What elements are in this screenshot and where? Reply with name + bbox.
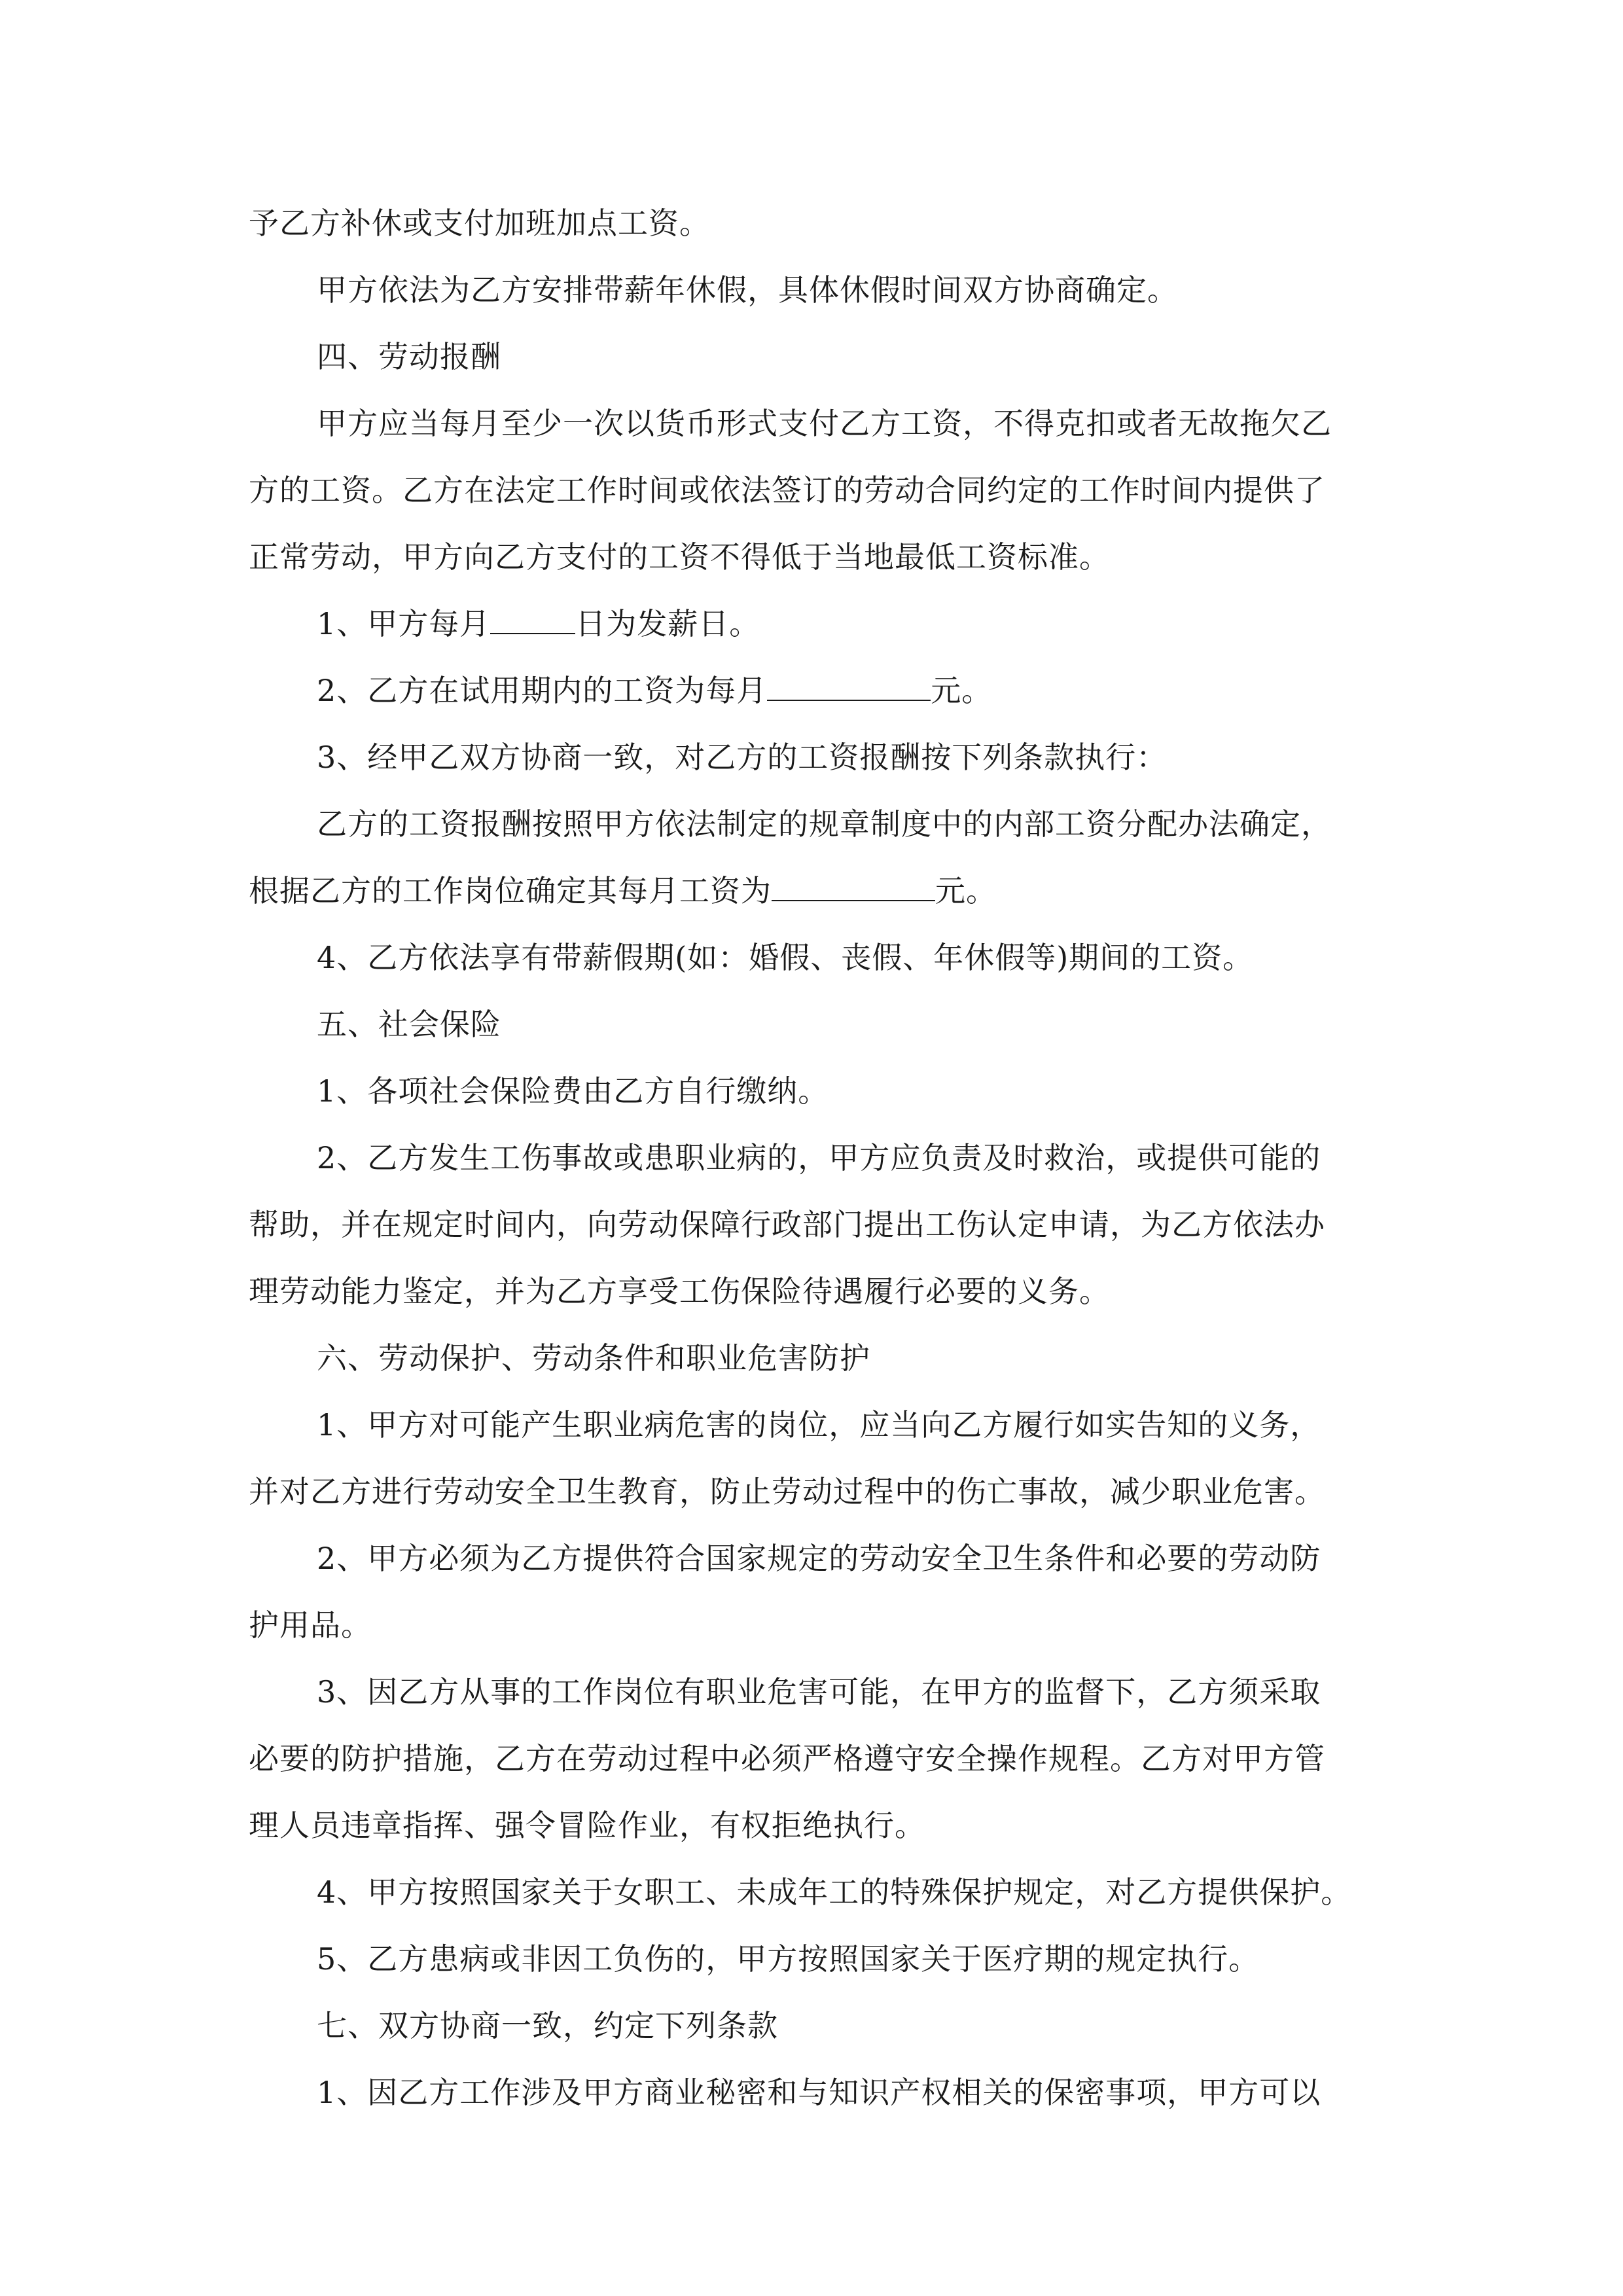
paragraph-line <box>249 1792 1400 1859</box>
paragraph-line <box>249 724 1400 791</box>
line-text: 3、因乙方从事的工作岗位有职业危害可能，在甲方的监督下，乙方须采取 <box>317 1674 1321 1710</box>
line-text: 2、甲方必须为乙方提供符合国家规定的劳动安全卫生条件和必要的劳动防 <box>317 1541 1321 1576</box>
line-text: 五、社会保险 <box>317 1007 501 1042</box>
paragraph-line <box>249 924 1400 991</box>
paragraph-line <box>249 857 1400 924</box>
line-text: 1、甲方每月 <box>317 606 491 641</box>
paragraph-line <box>249 1926 1400 1992</box>
line-text: 甲方依法为乙方安排带薪年休假，具体休假时间双方协商确定。 <box>317 272 1178 308</box>
paragraph-line <box>249 991 1400 1058</box>
line-text: 1、甲方对可能产生职业病危害的岗位，应当向乙方履行如实告知的义务， <box>317 1407 1321 1443</box>
line-text: 1、因乙方工作涉及甲方商业秘密和与知识产权相关的保密事项，甲方可以 <box>317 2075 1321 2110</box>
line-text: 甲方应当每月至少一次以货币形式支付乙方工资，不得克扣或者无故拖欠乙 <box>317 406 1332 441</box>
line-text-after-blank: 元。 <box>935 873 997 908</box>
line-text: 并对乙方进行劳动安全卫生教育，防止劳动过程中的伤亡事故，减少职业危害。 <box>249 1474 1325 1509</box>
paragraph-line <box>249 1058 1400 1124</box>
line-text: 5、乙方患病或非因工负伤的，甲方按照国家关于医疗期的规定执行。 <box>317 1941 1260 1977</box>
fill-in-blank <box>772 875 935 901</box>
fill-in-blank <box>490 608 575 634</box>
paragraph-line <box>249 1258 1400 1325</box>
paragraph-line <box>249 1592 1400 1659</box>
paragraph-line <box>249 390 1400 457</box>
paragraph-line <box>249 1391 1400 1458</box>
line-text: 4、甲方按照国家关于女职工、未成年工的特殊保护规定，对乙方提供保护。 <box>317 1874 1352 1910</box>
paragraph-line <box>249 2059 1400 2126</box>
line-text: 七、双方协商一致，约定下列条款 <box>317 2008 778 2043</box>
document-body <box>249 190 1400 2126</box>
line-text: 护用品。 <box>249 1607 372 1643</box>
line-text: 四、劳动报酬 <box>317 339 501 374</box>
line-text: 予乙方补休或支付加班加点工资。 <box>249 206 710 241</box>
line-text: 正常劳动，甲方向乙方支付的工资不得低于当地最低工资标准。 <box>249 539 1110 575</box>
line-text: 3、经甲乙双方协商一致，对乙方的工资报酬按下列条款执行： <box>317 740 1168 775</box>
paragraph-line <box>249 323 1400 390</box>
line-text: 必要的防护措施，乙方在劳动过程中必须严格遵守安全操作规程。乙方对甲方管 <box>249 1741 1325 1776</box>
paragraph-line <box>249 590 1400 657</box>
line-text: 理人员违章指挥、强令冒险作业，有权拒绝执行。 <box>249 1808 925 1843</box>
paragraph-line <box>249 1992 1400 2059</box>
paragraph-line <box>249 190 1400 257</box>
line-text: 乙方的工资报酬按照甲方依法制定的规章制度中的内部工资分配办法确定， <box>317 806 1332 842</box>
paragraph-line <box>249 1458 1400 1525</box>
paragraph-line <box>249 791 1400 857</box>
paragraph-line <box>249 1525 1400 1592</box>
paragraph-line <box>249 1124 1400 1191</box>
line-text: 4、乙方依法享有带薪假期(如：婚假、丧假、年休假等)期间的工资。 <box>317 940 1254 975</box>
paragraph-line <box>249 257 1400 323</box>
line-text: 2、乙方发生工伤事故或患职业病的，甲方应负责及时救治，或提供可能的 <box>317 1140 1321 1175</box>
paragraph-line <box>249 1325 1400 1391</box>
paragraph-line <box>249 1859 1400 1926</box>
paragraph-line <box>249 1725 1400 1792</box>
line-text: 1、各项社会保险费由乙方自行缴纳。 <box>317 1073 829 1109</box>
line-text: 理劳动能力鉴定，并为乙方享受工伤保险待遇履行必要的义务。 <box>249 1274 1110 1309</box>
paragraph-line <box>249 1659 1400 1725</box>
line-text: 六、劳动保护、劳动条件和职业危害防护 <box>317 1340 870 1376</box>
fill-in-blank <box>767 675 931 701</box>
line-text: 2、乙方在试用期内的工资为每月 <box>317 673 768 708</box>
line-text: 方的工资。乙方在法定工作时间或依法签订的劳动合同约定的工作时间内提供了 <box>249 473 1325 508</box>
line-text-after-blank: 日为发薪日。 <box>575 606 760 641</box>
line-text: 帮助，并在规定时间内，向劳动保障行政部门提出工伤认定申请，为乙方依法办 <box>249 1207 1325 1242</box>
line-text: 根据乙方的工作岗位确定其每月工资为 <box>249 873 772 908</box>
line-text-after-blank: 元。 <box>931 673 993 708</box>
paragraph-line <box>249 1191 1400 1258</box>
paragraph-line <box>249 657 1400 724</box>
paragraph-line <box>249 457 1400 524</box>
paragraph-line <box>249 524 1400 590</box>
